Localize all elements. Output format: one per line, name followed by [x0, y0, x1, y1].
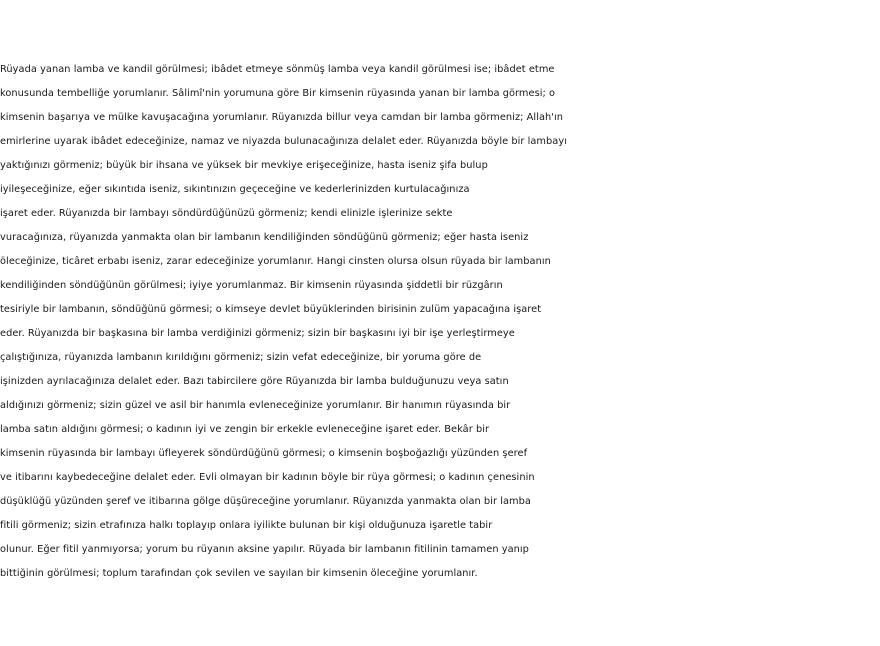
- text-line: tesiriyle bir lambanın, söndüğünü görmesi; o kimseye devlet büyüklerinden birisinin zulüm yapacağına işaret: [0, 304, 542, 315]
- text-line: kendiliğinden söndüğünün görülmesi; iyiye yorumlanmaz. Bir kimsenin rüyasında şiddetli bir rüzgârın: [0, 280, 503, 291]
- text-line: olunur. Eğer fitil yanmıyorsa; yorum bu rüyanın aksine yapılır. Rüyada bir lambanın fitilinin tamamen yanıp: [0, 544, 529, 555]
- text-line: işinizden ayrılacağınıza delalet eder. Bazı tabircilere göre Rüyanızda bir lamba bulduğunuzu veya satın: [0, 376, 509, 387]
- text-line: fitili görmeniz; sizin etrafınıza halkı toplayıp onlara iyilikte bulunan bir kişi olduğunuza işaretle tabir: [0, 520, 493, 531]
- text-line: yaktığınızı görmeniz; büyük bir ihsana ve yüksek bir mevkiye erişeceğinize, hasta iseniz şifa bulup: [0, 160, 488, 171]
- text-line: düşüklüğü yüzünden şeref ve itibarına gölge düşüreceğine yorumlanır. Rüyanızda yanmakta olan bir lamba: [0, 496, 531, 507]
- dream-interpretation-article: [0, 58, 880, 586]
- text-line: kimsenin başarıya ve mülke kavuşacağına yorumlanır. Rüyanızda billur veya camdan bir lamba görmeniz; Allah'ın: [0, 112, 564, 123]
- text-line: konusunda tembelliğe yorumlanır. Sâlimî'nin yorumuna göre Bir kimsenin rüyasında yanan bir lamba görmesi; o: [0, 88, 556, 99]
- text-line: eder. Rüyanızda bir başkasına bir lamba verdiğinizi görmeniz; sizin bir başkasını iyi bir işe yerleştirmeye: [0, 328, 515, 339]
- text-line: bittiğinin görülmesi; toplum tarafından çok sevilen ve sayılan bir kimsenin öleceğine yorumlanır.: [0, 568, 478, 579]
- text-line: emirlerine uyarak ibâdet edeceğinize, namaz ve niyazda bulunacağınıza delalet eder. Rüyanızda böyle bir lambayı: [0, 136, 567, 147]
- text-line: Rüyada yanan lamba ve kandil görülmesi; ibâdet etmeye sönmüş lamba veya kandil görülmesi ise; ibâdet etme: [0, 64, 555, 75]
- text-line: çalıştığınıza, rüyanızda lambanın kırıldığını görmeniz; sizin vefat edeceğinize, bir yoruma göre de: [0, 352, 482, 363]
- text-line: işaret eder. Rüyanızda bir lambayı söndürdüğünüzü görmeniz; kendi elinizle işlerinize sekte: [0, 208, 453, 219]
- text-line: ve itibarını kaybedeceğine delalet eder. Evli olmayan bir kadının böyle bir rüya görmesi; o kadının çenesinin: [0, 472, 535, 483]
- text-line: vuracağınıza, rüyanızda yanmakta olan bir lambanın kendiliğinden söndüğünü görmeniz; eğer hasta iseniz: [0, 232, 529, 243]
- text-line: öleceğinize, ticâret erbabı iseniz, zarar edeceğinize yorumlanır. Hangi cinsten olursa olsun rüyada bir lambanın: [0, 256, 551, 267]
- text-line: kimsenin rüyasında bir lambayı üfleyerek söndürdüğünü görmesi; o kimsenin boşboğazlığı yüzünden şeref: [0, 448, 528, 459]
- text-line: iyileşeceğinize, eğer sıkıntıda iseniz, sıkıntınızın geçeceğine ve kederlerinizden kurtulacağınıza: [0, 184, 470, 195]
- text-line: lamba satın aldığını görmesi; o kadının iyi ve zengin bir erkekle evleneceğine işaret eder. Bekâr bir: [0, 424, 490, 435]
- text-line: aldığınızı görmeniz; sizin güzel ve asil bir hanımla evleneceğinize yorumlanır. Bir hanımın rüyasında bir: [0, 400, 511, 411]
